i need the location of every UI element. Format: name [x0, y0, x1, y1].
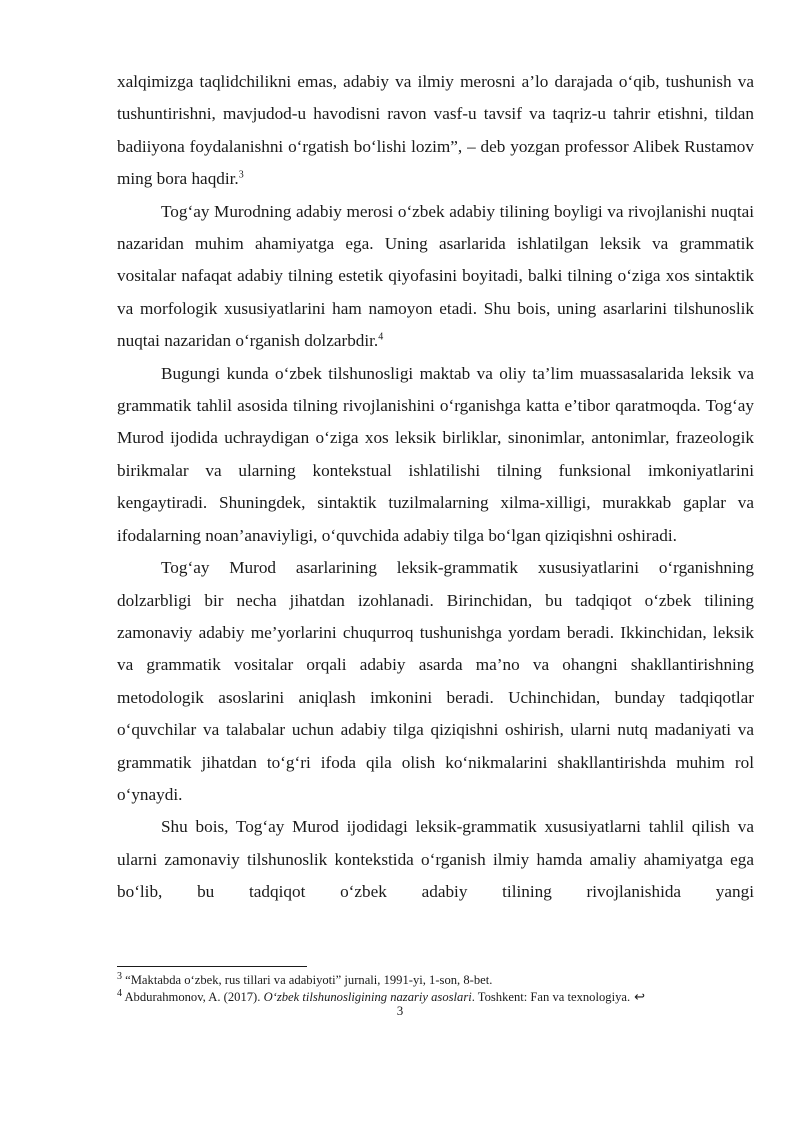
paragraph-2-text: Tog‘ay Murodning adabiy merosi o‘zbek adabiy tilining boyligi va rivojlanishi nuqtai nazaridan muhim ahamiyatga ega. Uning asarlarida ishlatilgan leksik va grammatik vositalar nafaqat adabiy tilning estetik qiyofasini boyitadi, balki tilning o‘ziga xos sintaktik va morfologik xususiyatlarini ham namoyon etadi. Shu bois, uning asarlarini tilshunoslik nuqtai nazaridan o‘rganish dolzarbdir. [117, 201, 754, 351]
paragraph-2 [117, 196, 754, 358]
footnote-4-mark: 4 [117, 987, 122, 999]
footnote-4-author: Abdurahmonov, A. (2017). [122, 990, 264, 1004]
paragraph-3: Bugungi kunda o‘zbek tilshunosligi maktab va oliy ta’lim muassasalarida leksik va grammatik tahlil asosida tilning rivojlanishini o‘rganishga katta e’tibor qaratmoqda. Tog‘ay Murod ijodida uchraydigan o‘ziga xos leksik birliklar, sinonimlar, antonimlar, frazeologik birikmalar va ularning kontekstual ishlatilishi tilning funksional imkoniyatlarini kengaytiradi. Shuningdek, sintaktik tuzilmalarning xilma-xilligi, murakkab gaplar va ifodalarning noan’anaviyligi, o‘quvchida adabiy tilga bo‘lgan qiziqishni oshiradi. [117, 363, 754, 545]
footnotes [117, 972, 757, 1006]
footnote-4-publisher: . Toshkent: Fan va texnologiya. [471, 990, 631, 1004]
paragraph-4: Tog‘ay Murod asarlarining leksik-grammatik xususiyatlarini o‘rganishning dolzarbligi bir necha jihatdan izohlanadi. Birinchidan, bu tadqiqot o‘zbek tilining zamonaviy adabiy me’yorlarini chuqurroq tushunishga yordam beradi. Ikkinchidan, leksik va grammatik vositalar orqali adabiy asarda ma’no va ohangni shakllantirishning metodologik asoslarini aniqlash imkonini beradi. Uchinchidan, bunday tadqiqotlar o‘quvchilar va talabalar uchun adabiy tilga qiziqishni oshirish, ularni nutq madaniyati va grammatik jihatdan to‘g‘ri ifoda qila olish ko‘nikmalarini shakllantirishda muhim rol o‘ynaydi. [117, 558, 754, 804]
footnote-separator [117, 966, 307, 967]
footnote-3-mark: 3 [117, 970, 122, 982]
footnote-ref-4[interactable]: 4 [378, 331, 384, 343]
paragraph-1-text: xalqimizga taqlidchilikni emas, adabiy va ilmiy merosni a’lo darajada o‘qib, tushunish va tushuntirishni, mavjudod-u havodisni ravon vasf-u tavsif va taqriz-u tahrir etishni, tildan badiiyona foydalanishni o‘rgatish bo‘lishi lozim”, – deb yozgan professor Alibek Rustamov ming bora haqdir. [117, 72, 754, 189]
footnote-3-text: “Maktabda o‘zbek, rus tillari va adabiyoti” jurnali, 1991-yi, 1-son, 8-bet. [122, 973, 493, 987]
page-body [117, 66, 754, 909]
footnote-4-title: O‘zbek tilshunosligining nazariy asoslari [263, 990, 472, 1004]
footnote-ref-3[interactable]: 3 [238, 169, 244, 181]
return-arrow-icon[interactable]: ↩ [634, 990, 646, 1005]
paragraph-1 [117, 66, 754, 196]
page-number: 3 [396, 1003, 404, 1018]
paragraph-5: Shu bois, Tog‘ay Murod ijodidagi leksik-grammatik xususiyatlarni tahlil qilish va ularni zamonaviy tilshunoslik kontekstida o‘rganish ilmiy hamda amaliy ahamiyatga ega bo‘lib, bu tadqiqot o‘zbek adabiy tilining rivojlanishida yangi [117, 817, 754, 902]
footnote-3 [117, 972, 757, 989]
